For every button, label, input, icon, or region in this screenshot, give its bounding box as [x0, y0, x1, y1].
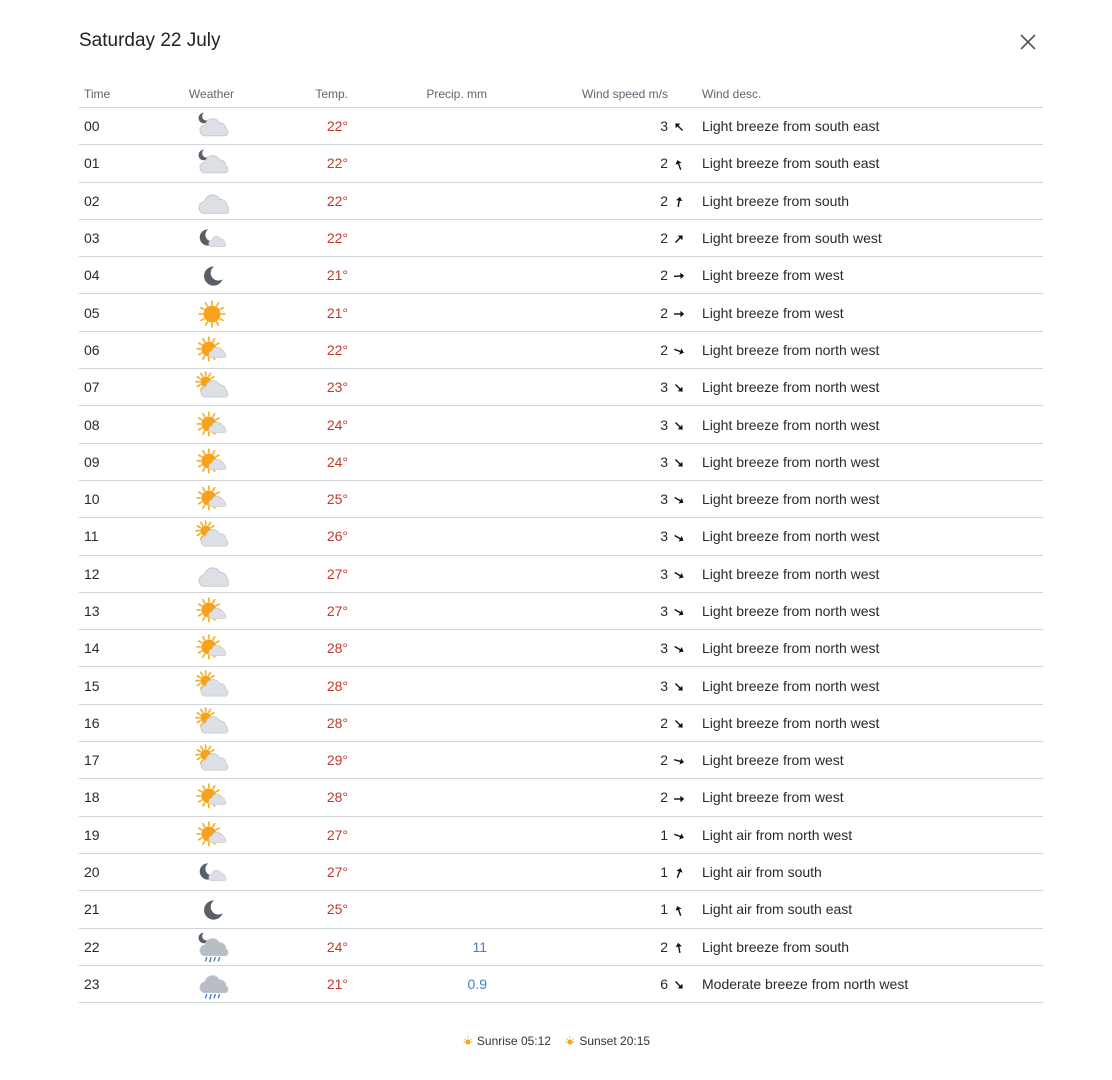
wind-description-cell: Light air from south [690, 853, 1043, 890]
wind-speed-cell: 3 [487, 592, 668, 629]
wind-speed-cell: 2 [487, 742, 668, 779]
temperature-cell: 28° [239, 779, 348, 816]
table-row [79, 369, 1043, 406]
clear-night-icon [195, 259, 229, 291]
partly-cloudy-icon [195, 670, 229, 702]
wind-direction-arrow-icon [672, 307, 686, 321]
table-row [79, 816, 1043, 853]
temperature-cell: 24° [239, 928, 348, 965]
wind-description-cell: Light breeze from north west [690, 369, 1043, 406]
temperature-cell: 28° [239, 667, 348, 704]
sunset-icon [564, 1035, 576, 1047]
wind-speed-cell: 6 [487, 965, 668, 1002]
fair-sun-icon [195, 819, 229, 851]
wind-direction-arrow-icon [672, 605, 686, 619]
table-row [79, 928, 1043, 965]
wind-direction-cell [668, 219, 690, 256]
wind-description-cell: Light breeze from west [690, 779, 1043, 816]
weather-cell [184, 443, 239, 480]
weather-cell [184, 630, 239, 667]
rain-icon [195, 968, 229, 1000]
column-header-wind-speed: Wind speed m/s [487, 80, 668, 108]
precipitation-cell [348, 667, 487, 704]
table-row [79, 257, 1043, 294]
wind-direction-cell [668, 630, 690, 667]
column-header-weather: Weather [184, 80, 239, 108]
wind-description-cell: Light breeze from north west [690, 331, 1043, 368]
wind-speed-cell: 2 [487, 219, 668, 256]
weather-cell [184, 853, 239, 890]
precipitation-cell [348, 294, 487, 331]
wind-direction-cell [668, 704, 690, 741]
precipitation-cell [348, 592, 487, 629]
fair-sun-icon [195, 483, 229, 515]
precipitation-cell [348, 704, 487, 741]
hour-cell: 22 [79, 928, 184, 965]
wind-description-cell: Light breeze from south east [690, 108, 1043, 145]
precipitation-cell: 11 [348, 928, 487, 965]
wind-direction-arrow-icon [672, 642, 686, 656]
precipitation-cell [348, 369, 487, 406]
temperature-cell: 25° [239, 891, 348, 928]
table-row [79, 480, 1043, 517]
column-header-precip: Precip. mm [348, 80, 487, 108]
table-row [79, 331, 1043, 368]
precipitation-cell [348, 853, 487, 890]
wind-description-cell: Light breeze from north west [690, 555, 1043, 592]
wind-direction-cell [668, 779, 690, 816]
table-row [79, 406, 1043, 443]
wind-direction-arrow-icon [672, 717, 686, 731]
wind-direction-arrow-icon [672, 792, 686, 806]
precipitation-cell [348, 443, 487, 480]
wind-direction-cell [668, 145, 690, 182]
temperature-cell: 24° [239, 406, 348, 443]
cloudy-icon [195, 558, 229, 590]
wind-description-cell: Light breeze from west [690, 257, 1043, 294]
temperature-cell: 21° [239, 257, 348, 294]
wind-description-cell: Light breeze from north west [690, 518, 1043, 555]
wind-direction-cell [668, 891, 690, 928]
weather-cell [184, 145, 239, 182]
precipitation-cell [348, 630, 487, 667]
wind-speed-cell: 1 [487, 891, 668, 928]
column-header-wind-desc: Wind desc. [690, 80, 1043, 108]
temperature-cell: 24° [239, 443, 348, 480]
night-fair-icon [195, 222, 229, 254]
temperature-cell: 28° [239, 630, 348, 667]
temperature-cell: 29° [239, 742, 348, 779]
weather-cell [184, 406, 239, 443]
hour-cell: 20 [79, 853, 184, 890]
wind-direction-cell [668, 592, 690, 629]
hour-cell: 15 [79, 667, 184, 704]
wind-direction-cell [668, 369, 690, 406]
wind-direction-arrow-icon [672, 978, 686, 992]
hour-cell: 06 [79, 331, 184, 368]
wind-speed-cell: 3 [487, 555, 668, 592]
precipitation-cell [348, 108, 487, 145]
wind-direction-arrow-icon [672, 419, 686, 433]
night-partly-cloudy-icon [195, 110, 229, 142]
wind-direction-cell [668, 853, 690, 890]
precipitation-cell [348, 891, 487, 928]
table-row [79, 592, 1043, 629]
weather-cell [184, 369, 239, 406]
fair-sun-icon [195, 781, 229, 813]
wind-description-cell: Light breeze from north west [690, 443, 1043, 480]
wind-speed-cell: 3 [487, 480, 668, 517]
temperature-cell: 22° [239, 108, 348, 145]
wind-direction-cell [668, 555, 690, 592]
precipitation-cell [348, 816, 487, 853]
table-row [79, 630, 1043, 667]
hour-cell: 05 [79, 294, 184, 331]
hour-cell: 16 [79, 704, 184, 741]
hour-cell: 01 [79, 145, 184, 182]
wind-speed-cell: 3 [487, 406, 668, 443]
clear-sun-icon [195, 297, 229, 329]
wind-direction-cell [668, 742, 690, 779]
wind-speed-cell: 3 [487, 108, 668, 145]
wind-direction-cell [668, 965, 690, 1002]
sun-times [0, 1034, 1112, 1048]
precipitation-cell [348, 182, 487, 219]
wind-direction-arrow-icon [672, 269, 686, 283]
fair-sun-icon [195, 595, 229, 627]
wind-speed-cell: 1 [487, 816, 668, 853]
wind-direction-arrow-icon [672, 829, 686, 843]
clear-night-icon [195, 893, 229, 925]
table-row [79, 518, 1043, 555]
column-header-wind-arrow [668, 80, 690, 108]
wind-direction-cell [668, 294, 690, 331]
wind-direction-arrow-icon [672, 866, 686, 880]
weather-cell [184, 555, 239, 592]
temperature-cell: 23° [239, 369, 348, 406]
partly-cloudy-icon [195, 707, 229, 739]
wind-direction-cell [668, 518, 690, 555]
partly-cloudy-icon [195, 371, 229, 403]
weather-cell [184, 480, 239, 517]
wind-direction-arrow-icon [672, 232, 686, 246]
precipitation-cell [348, 480, 487, 517]
wind-speed-cell: 2 [487, 182, 668, 219]
hour-cell: 11 [79, 518, 184, 555]
wind-description-cell: Light breeze from west [690, 742, 1043, 779]
precipitation-cell [348, 555, 487, 592]
wind-direction-arrow-icon [672, 456, 686, 470]
weather-cell [184, 331, 239, 368]
wind-speed-cell: 2 [487, 294, 668, 331]
wind-description-cell: Light breeze from north west [690, 592, 1043, 629]
wind-direction-arrow-icon [672, 680, 686, 694]
close-icon [1016, 30, 1040, 54]
wind-description-cell: Light breeze from north west [690, 406, 1043, 443]
wind-direction-arrow-icon [672, 120, 686, 134]
temperature-cell: 26° [239, 518, 348, 555]
column-header-temp: Temp. [239, 80, 348, 108]
precipitation-cell [348, 779, 487, 816]
table-row [79, 294, 1043, 331]
precipitation-cell [348, 219, 487, 256]
fair-sun-icon [195, 446, 229, 478]
wind-direction-arrow-icon [672, 941, 686, 955]
table-row [79, 891, 1043, 928]
fair-sun-icon [195, 409, 229, 441]
wind-description-cell: Light air from south east [690, 891, 1043, 928]
wind-direction-cell [668, 406, 690, 443]
table-row [79, 108, 1043, 145]
table-row [79, 742, 1043, 779]
wind-description-cell: Light breeze from north west [690, 480, 1043, 517]
precipitation-cell [348, 518, 487, 555]
hour-cell: 12 [79, 555, 184, 592]
hour-cell: 13 [79, 592, 184, 629]
wind-direction-arrow-icon [672, 158, 686, 172]
table-row [79, 704, 1043, 741]
close-button[interactable] [1016, 30, 1040, 54]
wind-direction-arrow-icon [672, 568, 686, 582]
fair-sun-icon [195, 632, 229, 664]
weather-cell [184, 518, 239, 555]
cloudy-icon [195, 185, 229, 217]
hour-cell: 03 [79, 219, 184, 256]
weather-cell [184, 965, 239, 1002]
wind-description-cell: Light breeze from north west [690, 630, 1043, 667]
temperature-cell: 22° [239, 145, 348, 182]
wind-direction-cell [668, 182, 690, 219]
precipitation-cell [348, 145, 487, 182]
wind-speed-cell: 2 [487, 928, 668, 965]
wind-direction-arrow-icon [672, 381, 686, 395]
sunset [564, 1034, 650, 1048]
wind-direction-cell [668, 480, 690, 517]
temperature-cell: 22° [239, 331, 348, 368]
table-row [79, 219, 1043, 256]
precipitation-cell [348, 406, 487, 443]
table-row [79, 555, 1043, 592]
partly-cloudy-icon [195, 520, 229, 552]
wind-description-cell: Light breeze from south west [690, 219, 1043, 256]
weather-cell [184, 108, 239, 145]
weather-cell [184, 257, 239, 294]
night-rain-icon [195, 931, 229, 963]
wind-direction-arrow-icon [672, 195, 686, 209]
wind-direction-cell [668, 667, 690, 704]
weather-cell [184, 704, 239, 741]
page-title: Saturday 22 July [79, 30, 221, 51]
night-partly-cloudy-icon [195, 147, 229, 179]
precipitation-cell [348, 331, 487, 368]
night-fair-icon [195, 856, 229, 888]
column-header-time: Time [79, 80, 184, 108]
wind-speed-cell: 3 [487, 630, 668, 667]
temperature-cell: 27° [239, 853, 348, 890]
wind-speed-cell: 2 [487, 257, 668, 294]
wind-direction-cell [668, 108, 690, 145]
weather-cell [184, 779, 239, 816]
wind-direction-cell [668, 928, 690, 965]
table-row [79, 443, 1043, 480]
wind-speed-cell: 3 [487, 369, 668, 406]
wind-direction-cell [668, 443, 690, 480]
temperature-cell: 22° [239, 182, 348, 219]
wind-speed-cell: 3 [487, 667, 668, 704]
wind-speed-cell: 2 [487, 145, 668, 182]
sunrise-icon [462, 1035, 474, 1047]
wind-speed-cell: 3 [487, 443, 668, 480]
partly-cloudy-icon [195, 744, 229, 776]
hour-cell: 04 [79, 257, 184, 294]
hour-cell: 17 [79, 742, 184, 779]
wind-speed-cell: 1 [487, 853, 668, 890]
fair-sun-icon [195, 334, 229, 366]
wind-description-cell: Moderate breeze from north west [690, 965, 1043, 1002]
wind-speed-cell: 3 [487, 518, 668, 555]
table-row [79, 667, 1043, 704]
wind-direction-arrow-icon [672, 904, 686, 918]
precipitation-cell [348, 742, 487, 779]
sunrise-label: Sunrise 05:12 [476, 1034, 551, 1048]
table-row [79, 182, 1043, 219]
hour-cell: 00 [79, 108, 184, 145]
hour-cell: 08 [79, 406, 184, 443]
wind-description-cell: Light air from north west [690, 816, 1043, 853]
wind-description-cell: Light breeze from south [690, 928, 1043, 965]
temperature-cell: 22° [239, 219, 348, 256]
wind-description-cell: Light breeze from north west [690, 667, 1043, 704]
hour-cell: 07 [79, 369, 184, 406]
table-row [79, 853, 1043, 890]
temperature-cell: 21° [239, 294, 348, 331]
weather-cell [184, 742, 239, 779]
wind-speed-cell: 2 [487, 331, 668, 368]
table-row [79, 965, 1043, 1002]
hour-cell: 09 [79, 443, 184, 480]
weather-cell [184, 928, 239, 965]
wind-description-cell: Light breeze from north west [690, 704, 1043, 741]
wind-speed-cell: 2 [487, 779, 668, 816]
weather-cell [184, 294, 239, 331]
hour-cell: 23 [79, 965, 184, 1002]
wind-direction-arrow-icon [672, 531, 686, 545]
wind-direction-cell [668, 257, 690, 294]
temperature-cell: 25° [239, 480, 348, 517]
sunset-label: Sunset 20:15 [579, 1034, 651, 1048]
weather-cell [184, 219, 239, 256]
hourly-forecast-table [79, 80, 1043, 1003]
wind-direction-cell [668, 331, 690, 368]
wind-description-cell: Light breeze from south [690, 182, 1043, 219]
wind-description-cell: Light breeze from west [690, 294, 1043, 331]
wind-direction-arrow-icon [672, 493, 686, 507]
wind-speed-cell: 2 [487, 704, 668, 741]
wind-direction-arrow-icon [672, 754, 686, 768]
temperature-cell: 27° [239, 816, 348, 853]
hour-cell: 14 [79, 630, 184, 667]
wind-direction-cell [668, 816, 690, 853]
hour-cell: 19 [79, 816, 184, 853]
hour-cell: 21 [79, 891, 184, 928]
weather-cell [184, 891, 239, 928]
hour-cell: 10 [79, 480, 184, 517]
wind-description-cell: Light breeze from south east [690, 145, 1043, 182]
weather-cell [184, 667, 239, 704]
hour-cell: 02 [79, 182, 184, 219]
weather-cell [184, 592, 239, 629]
table-row [79, 145, 1043, 182]
weather-cell [184, 182, 239, 219]
temperature-cell: 28° [239, 704, 348, 741]
hour-cell: 18 [79, 779, 184, 816]
temperature-cell: 27° [239, 592, 348, 629]
precipitation-cell: 0.9 [348, 965, 487, 1002]
sunrise [462, 1034, 551, 1048]
temperature-cell: 27° [239, 555, 348, 592]
wind-direction-arrow-icon [672, 344, 686, 358]
table-header-row [79, 80, 1043, 108]
precipitation-cell [348, 257, 487, 294]
table-row [79, 779, 1043, 816]
weather-cell [184, 816, 239, 853]
temperature-cell: 21° [239, 965, 348, 1002]
